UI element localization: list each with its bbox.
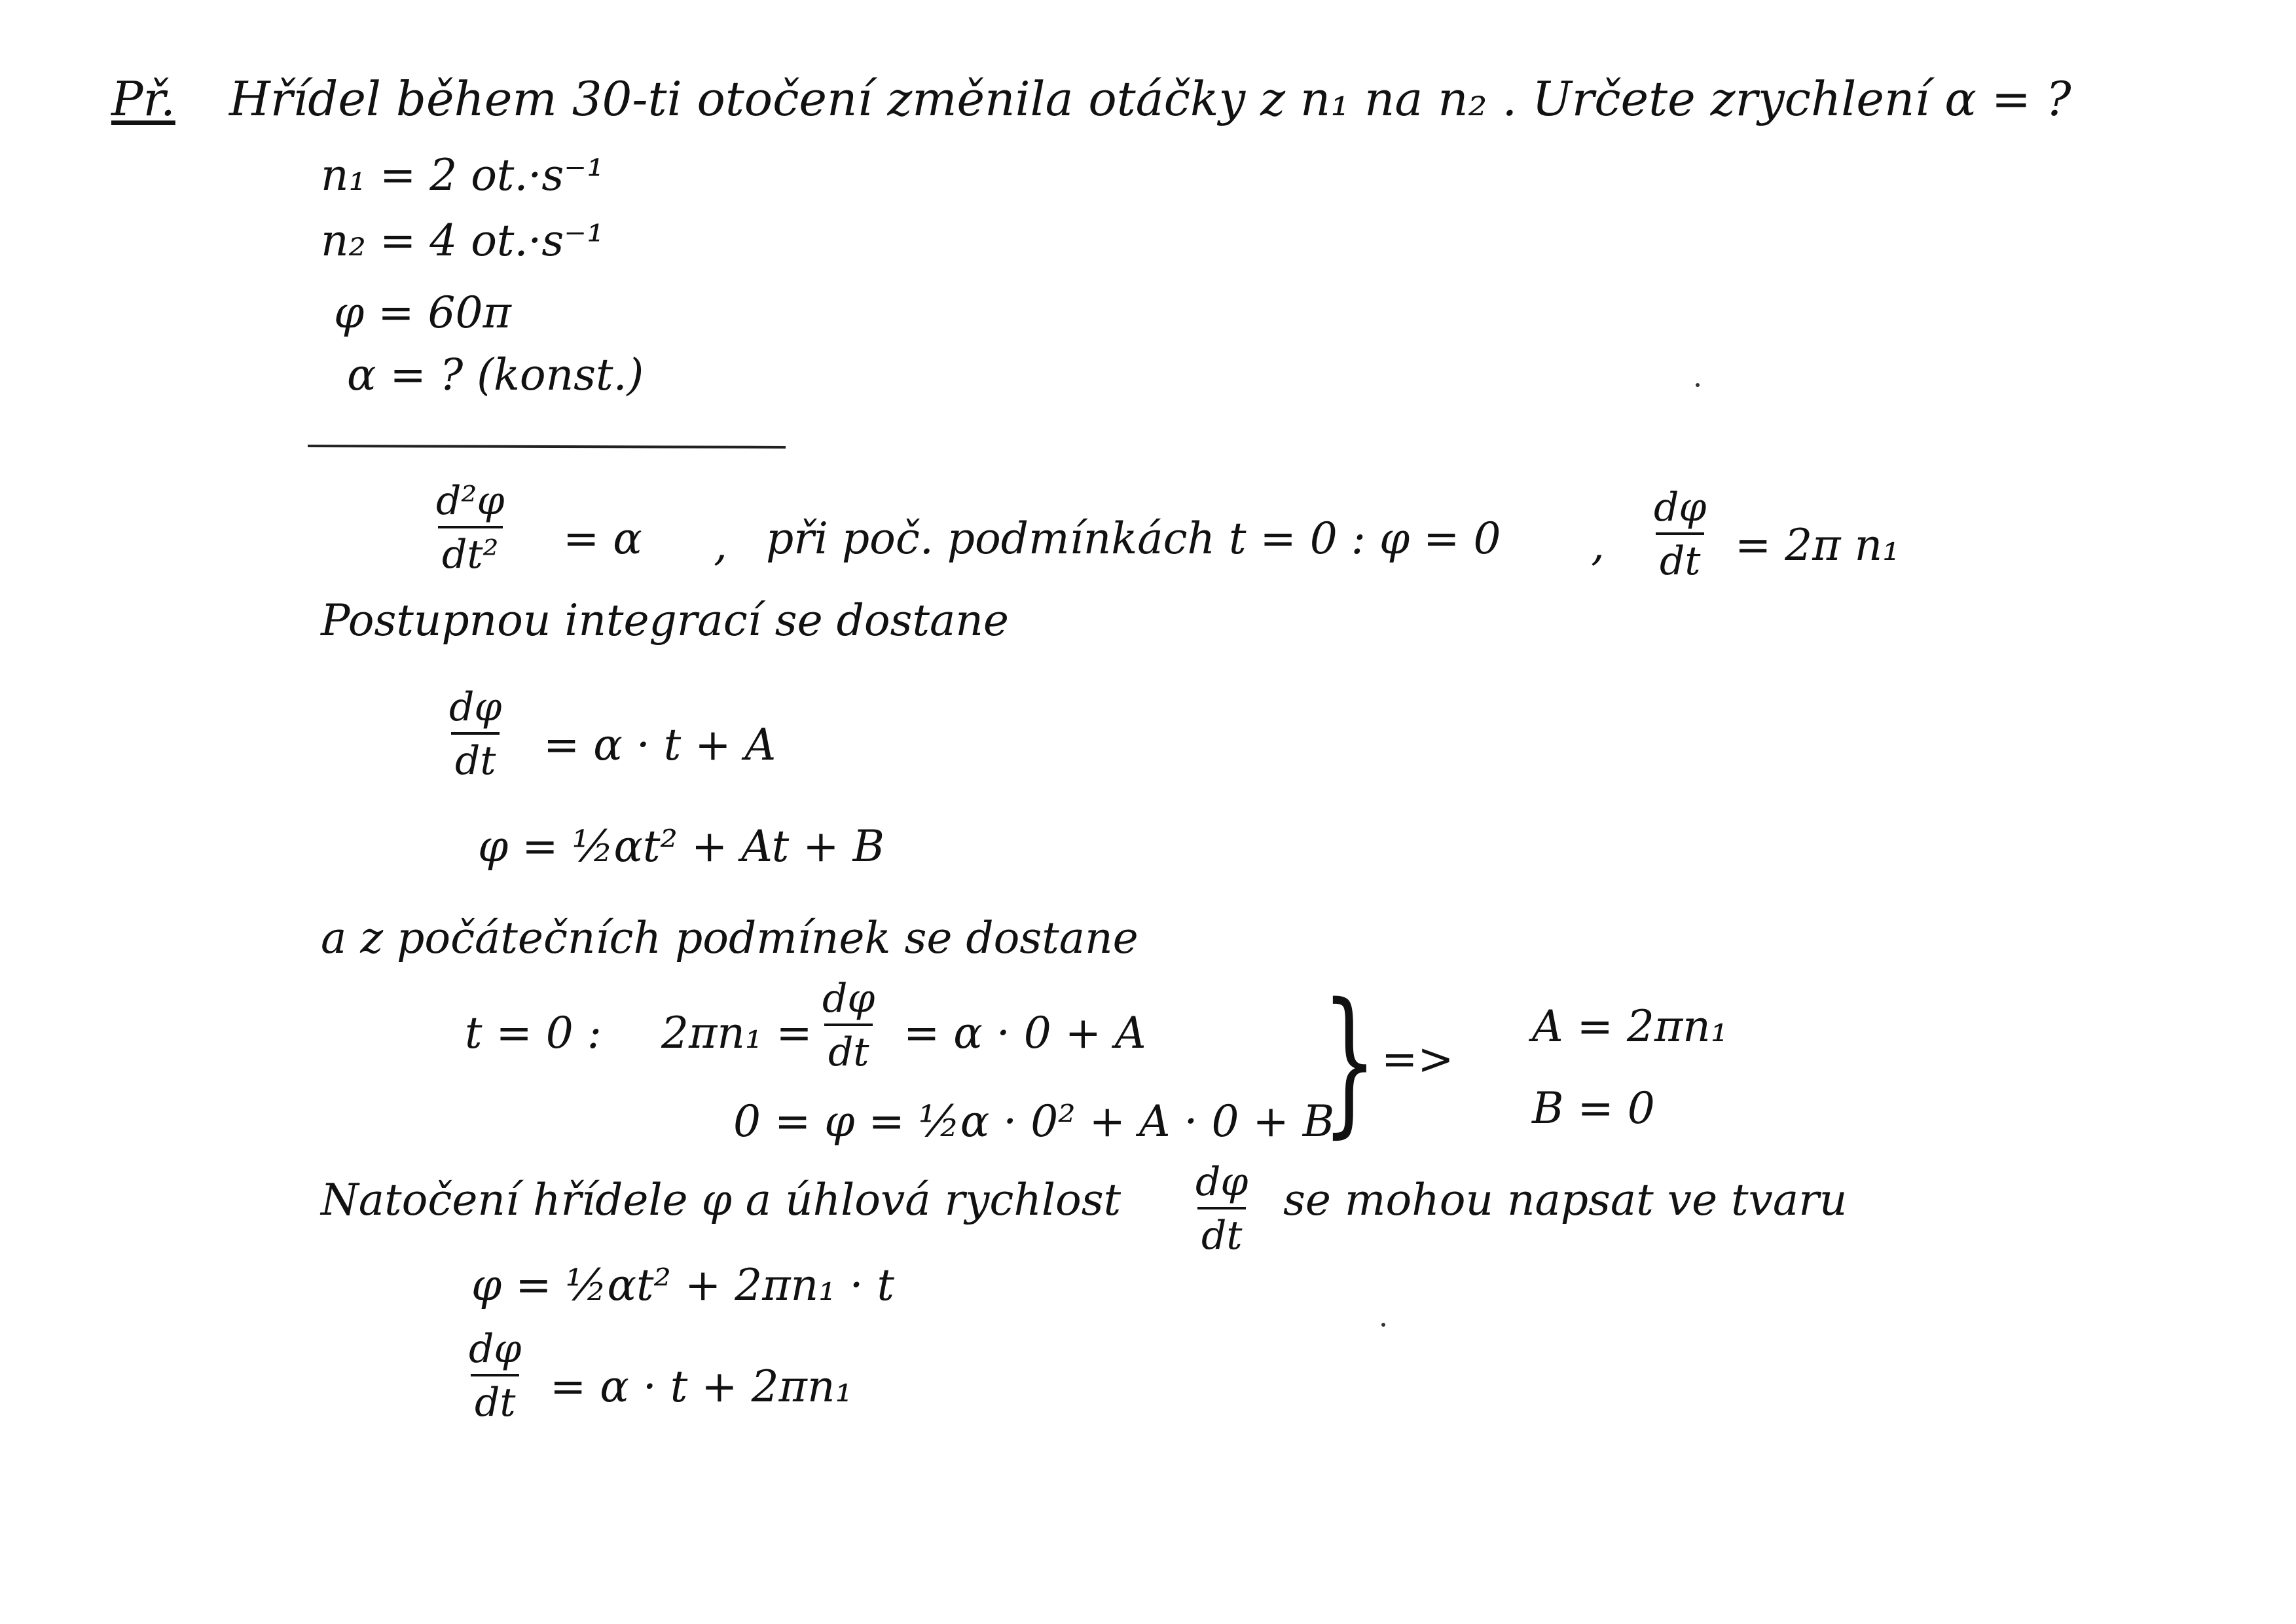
separator-line [308,445,786,449]
first-integral-num: dφ [449,684,502,730]
initial-conditions-text: a z počátečních podmínek se dostane [321,913,1139,963]
ode-conditions: při poč. podmínkách t = 0 : φ = 0 [766,513,1501,564]
initial-eq1-den: dt [824,1024,873,1072]
ode-deriv-num: dφ [1654,485,1707,530]
initial-t0: t = 0 : [465,1008,602,1058]
final-text-b: se mohou napsat ve tvaru [1283,1175,1848,1225]
ode-rhs: = α [563,513,642,564]
initial-eq1-rhs: = α · 0 + A [903,1008,1146,1058]
given-alpha: α = ? (konst.) [347,350,644,400]
initial-eq2: 0 = φ = ½α · 0² + A · 0 + B [733,1096,1335,1147]
implies-arrow: => [1381,1034,1454,1084]
result-b: B = 0 [1532,1083,1655,1134]
ode-deriv-den: dt [1656,532,1705,581]
final-omega-rhs: = α · t + 2πn₁ [550,1361,852,1412]
initial-eq1-fraction [818,976,879,1075]
final-text-fraction [1192,1159,1252,1259]
initial-eq1-lhs: 2πn₁ = [661,1008,812,1058]
ode-separator-1: , [714,520,727,570]
ode-lhs-num: d²φ [436,478,505,524]
final-omega-num: dφ [469,1326,522,1372]
first-integral-den: dt [451,732,500,781]
given-n1: n₁ = 2 ot.·s⁻¹ [321,150,604,200]
problem-label: Př. [111,71,175,126]
ode-deriv-fraction [1650,485,1710,584]
final-text-a: Natočení hřídele φ a úhlová rychlost [321,1175,1121,1225]
given-n2: n₂ = 4 ot.·s⁻¹ [321,215,604,266]
ode-separator-2: , [1591,520,1605,570]
ode-deriv-rhs: = 2π n₁ [1735,520,1900,570]
result-a: A = 2πn₁ [1532,1001,1728,1052]
final-omega-fraction [465,1326,525,1426]
second-integral: φ = ½αt² + At + B [478,821,885,872]
right-brace: } [1322,969,1377,1153]
ode-lhs-den: dt² [438,526,503,574]
initial-eq1-num: dφ [822,976,875,1022]
ode-lhs-fraction [432,478,508,578]
final-omega-den: dt [471,1374,520,1422]
paper-speck [1696,383,1700,387]
paper-speck [1381,1323,1385,1327]
integration-text: Postupnou integrací se dostane [321,595,1009,646]
given-phi: φ = 60π [334,287,511,338]
problem-statement: Hřídel během 30-ti otočení změnila otáčky z n₁ na n₂ . Určete zrychlení α = ? [229,71,2071,126]
final-text-den: dt [1197,1207,1247,1255]
final-phi: φ = ½αt² + 2πn₁ · t [471,1260,895,1310]
first-integral-rhs: = α · t + A [543,720,776,770]
final-text-num: dφ [1195,1159,1248,1205]
first-integral-fraction [445,684,505,784]
